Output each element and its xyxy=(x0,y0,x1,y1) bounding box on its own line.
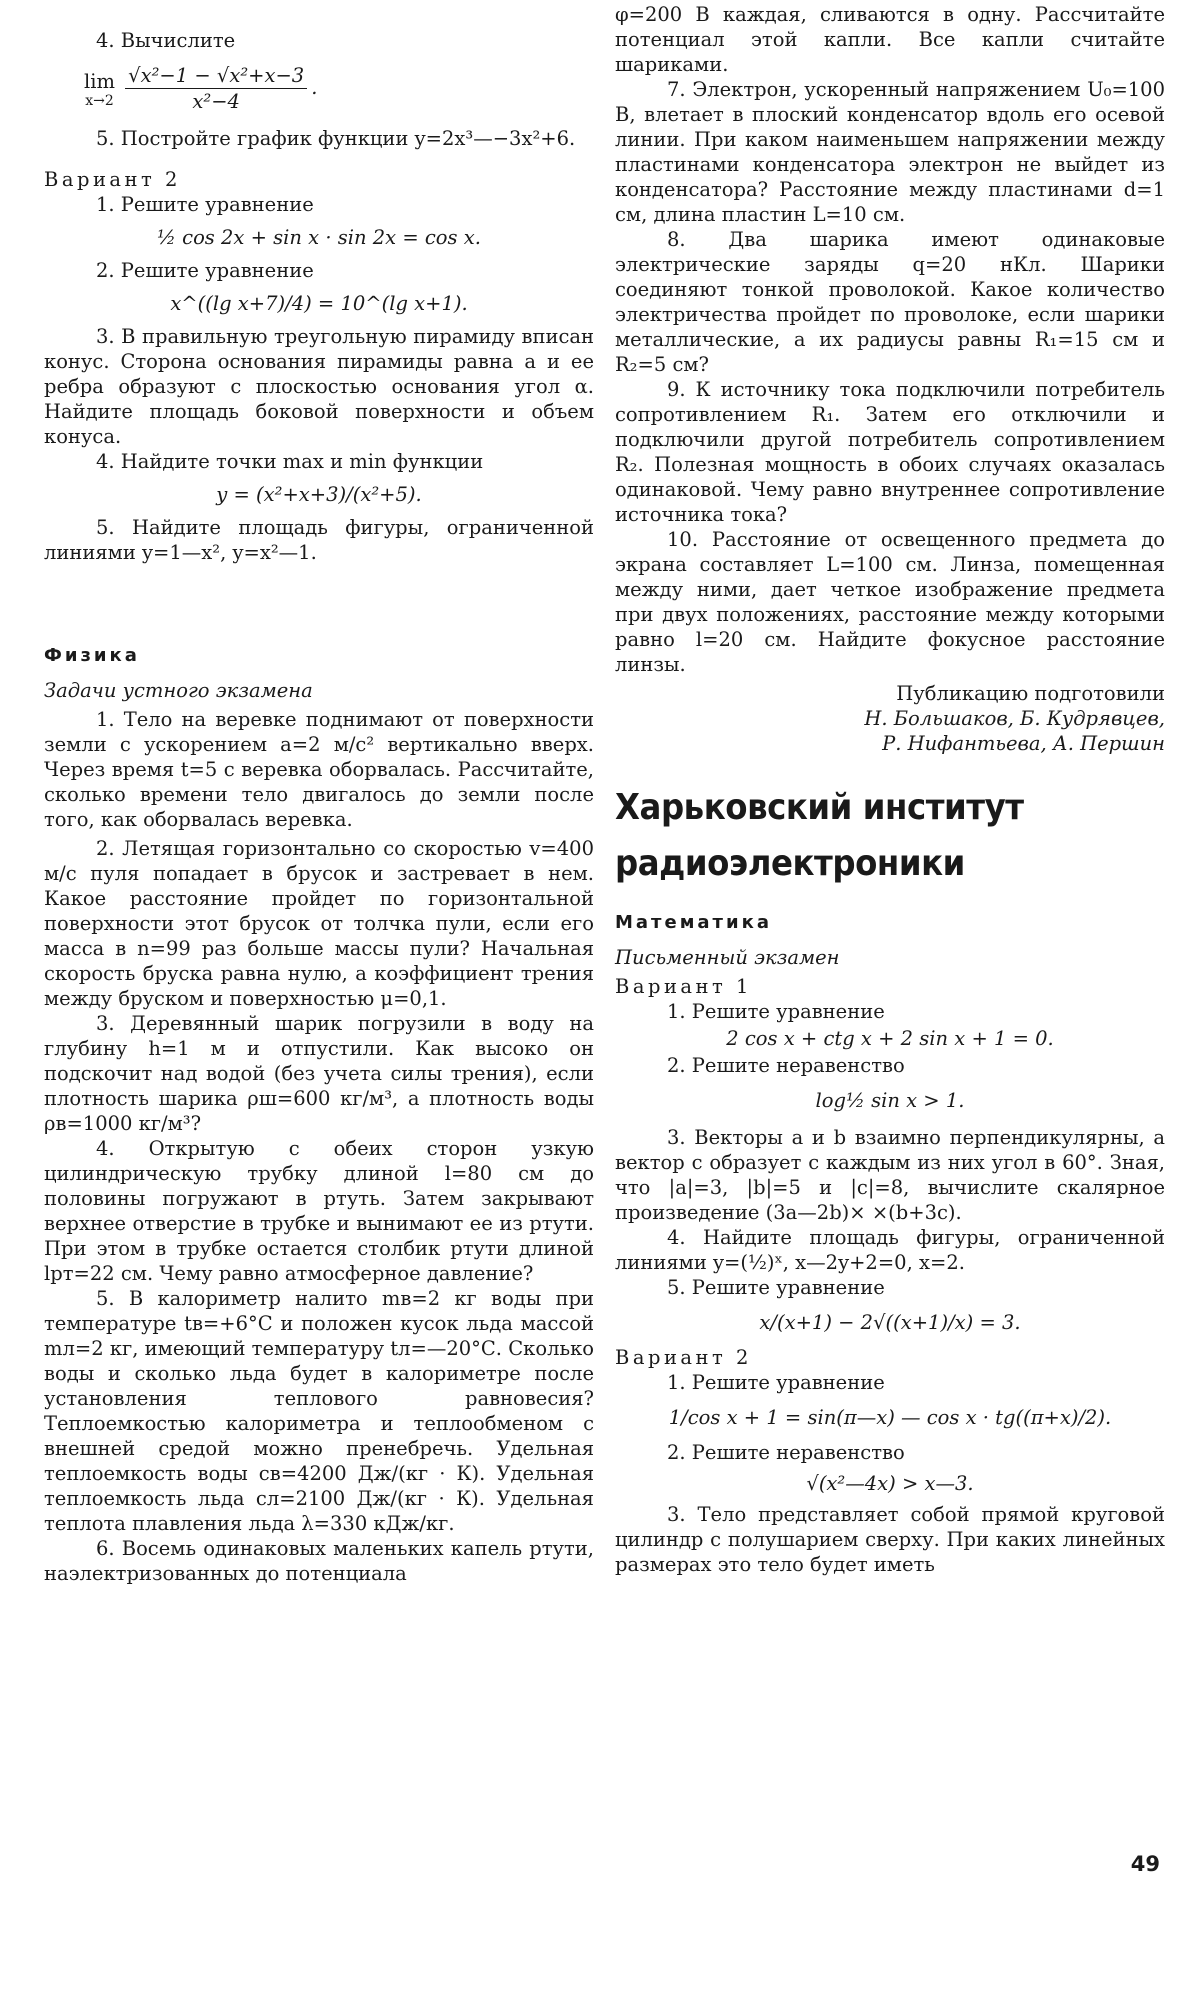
math-v1-formula-1: 2 cos x + ctg x + 2 sin x + 1 = 0. xyxy=(726,1027,1054,1050)
v2-formula-1: ½ cos 2x + sin x · sin 2x = cos x. xyxy=(157,226,481,249)
authors-line-2: Р. Нифантьева, А. Першин xyxy=(882,732,1165,755)
math-v1-problem-2: 2. Решите неравенство xyxy=(667,1054,905,1077)
v2-formula-4: y = (x²+x+3)/(x²+5). xyxy=(216,483,422,506)
physics-problem-6-cont: φ=200 В каждая, сливаются в одну. Рассчитайте потенциал этой капли. Все капли считайте шариками. xyxy=(615,3,1165,76)
physics-problem-4: 4. Открытую с обеих сторон узкую цилиндрическую трубку длиной l=80 см до половины погружают в ртуть. Затем закрывают верхнее отверстие в трубке и вынимают ее из ртути. При этом в трубке остается столбик ртути длиной lрт=22 см. Чему равно атмосферное давление? xyxy=(44,1137,594,1285)
left-column xyxy=(44,28,594,1586)
physics-problem-1: 1. Тело на веревке поднимают от поверхности земли с ускорением a=2 м/с² вертикально вверх. Через время t=5 с веревка оборвалась. Рассчитайте, сколько времени тело двигалось до земли после того, как оборвалась веревка. xyxy=(44,708,594,831)
physics-problem-6: 6. Восемь одинаковых маленьких капель ртути, наэлектризованных до потенциала xyxy=(44,1537,594,1585)
math-heading: Математика xyxy=(615,912,772,933)
v2-problem-5: 5. Найдите площадь фигуры, ограниченной линиями y=1—x², y=x²—1. xyxy=(44,516,594,564)
v2-problem-4: 4. Найдите точки max и min функции xyxy=(96,450,484,473)
institute-title-line-1: Харьковский институт xyxy=(615,787,1024,828)
math-v1-formula-2: log½ sin x > 1. xyxy=(815,1089,965,1112)
math-v1-formula-5: x/(x+1) − 2√((x+1)/x) = 3. xyxy=(759,1311,1021,1334)
right-column xyxy=(615,2,1165,1577)
problem-4: 4. Вычислите xyxy=(96,29,236,52)
math-v2-formula-2: √(x²—4x) > x—3. xyxy=(806,1472,974,1495)
physics-problem-2: 2. Летящая горизонтально со скоростью v=400 м/с пуля попадает в брусок и застревает в нем. Какое расстояние пройдет по горизонтальной поверхности этот брусок от толчка пули, если его масса в n=99 раз больше массы пули? Начальная скорость бруска равна нулю, а коэффициент трения между бруском и поверхностью μ=0,1. xyxy=(44,837,594,1010)
physics-problem-5: 5. В калориметр налито mв=2 кг воды при температуре tв=+6°С и положен кусок льда массой mл=2 кг, имеющий температуру tл=—20°С. Сколько воды и сколько льда будет в калориметре после установления теплового равновесия? Теплоемкостью калориметра и теплообменом с внешней средой можно пренебречь. Удельная теплоемкость воды св=4200 Дж/(кг · К). Удельная теплоемкость льда сл=2100 Дж/(кг · К). Удельная теплота плавления льда λ=330 кДж/кг. xyxy=(44,1287,594,1535)
math-v2-problem-2: 2. Решите неравенство xyxy=(667,1441,905,1464)
physics-problem-8: 8. Два шарика имеют одинаковые электрические заряды q=20 нКл. Шарики соединяют тонкой проволокой. Какое количество электричества пройдет по проволоке, если шарики металлические, а их радиусы равны R₁=15 см и R₂=5 см? xyxy=(615,228,1165,376)
physics-problem-3: 3. Деревянный шарик погрузили в воду на глубину h=1 м и отпустили. Как высоко он подскочит над водой (без учета силы трения), если плотность шарика ρш=600 кг/м³, а плотность воды ρв=1000 кг/м³? xyxy=(44,1012,594,1135)
problem-5: 5. Постройте график функции y=2x³—−3x²+6. xyxy=(96,127,576,150)
v2-problem-1: 1. Решите уравнение xyxy=(96,193,314,216)
lim-sub: x→2 xyxy=(85,93,114,109)
math-v2-problem-1: 1. Решите уравнение xyxy=(667,1371,885,1394)
physics-heading: Физика xyxy=(44,645,140,666)
v2-problem-2: 2. Решите уравнение xyxy=(96,259,314,282)
physics-problem-7: 7. Электрон, ускоренный напряжением U₀=100 В, влетает в плоский конденсатор вдоль его осевой линии. При каком наименьшем напряжении между пластинами конденсатора электрон не выйдет из конденсатора? Расстояние между пластинами d=1 см, длина пластин L=10 см. xyxy=(615,78,1165,226)
v2-problem-3: 3. В правильную треугольную пирамиду вписан конус. Сторона основания пирамиды равна a и ее ребра образуют с плоскостью основания угол α. Найдите площадь боковой поверхности и объем конуса. xyxy=(44,325,594,448)
math-v1-problem-3: 3. Векторы a и b взаимно перпендикулярны, а вектор c образует с каждым из них угол в 60°. Зная, что |a|=3, |b|=5 и |c|=8, вычислите скалярное произведение (3a—2b)× ×(b+3c). xyxy=(615,1126,1165,1224)
physics-subheading: Задачи устного экзамена xyxy=(44,679,313,702)
limit-numerator: √x²−1 − √x²+x−3 xyxy=(125,63,307,89)
lim-label: lim xyxy=(84,70,115,93)
math-subheading: Письменный экзамен xyxy=(615,946,840,969)
math-v1-problem-1: 1. Решите уравнение xyxy=(667,1000,885,1023)
limit-denominator: x²−4 xyxy=(192,90,240,113)
math-v2-formula-1: 1/cos x + 1 = sin(π—x) — cos x · tg((π+x)/2). xyxy=(668,1406,1112,1429)
physics-problem-10: 10. Расстояние от освещенного предмета до экрана составляет L=100 см. Линза, помещенная между ними, дает четкое изображение предмета при двух положениях, расстояние между которыми равно l=20 см. Найдите фокусное расстояние линзы. xyxy=(615,528,1165,676)
authors-line-1: Н. Большаков, Б. Кудрявцев, xyxy=(864,707,1165,730)
institute-title-line-2: радиоэлектроники xyxy=(615,843,965,884)
math-v1-problem-5: 5. Решите уравнение xyxy=(667,1276,885,1299)
publication-note: Публикацию подготовили xyxy=(896,682,1165,705)
v2-formula-2: x^((lg x+7)/4) = 10^(lg x+1). xyxy=(170,292,468,315)
math-v1-problem-4: 4. Найдите площадь фигуры, ограниченной линиями y=(½)ˣ, x—2y+2=0, x=2. xyxy=(615,1226,1165,1274)
variant-2-heading: Вариант 2 xyxy=(44,168,181,191)
math-v2-problem-3: 3. Тело представляет собой прямой круговой цилиндр с полушарием сверху. При каких линейных размерах это тело будет иметь xyxy=(615,1503,1165,1576)
institute-title xyxy=(615,780,1110,892)
page-number: 49 xyxy=(1130,1852,1160,1876)
math-variant-2-heading: Вариант 2 xyxy=(615,1346,752,1369)
variant-1-heading: Вариант 1 xyxy=(615,975,752,998)
physics-problem-9: 9. К источнику тока подключили потребитель сопротивлением R₁. Затем его отключили и подключили другой потребитель сопротивлением R₂. Полезная мощность в обоих случаях оказалась одинаковой. Чему равно внутреннее сопротивление источника тока? xyxy=(615,378,1165,526)
limit-formula: lim x→2 $\frac{\text{√x²−1 − √x²+x−3}}{\text{x²−4}}$ . xyxy=(84,64,318,113)
